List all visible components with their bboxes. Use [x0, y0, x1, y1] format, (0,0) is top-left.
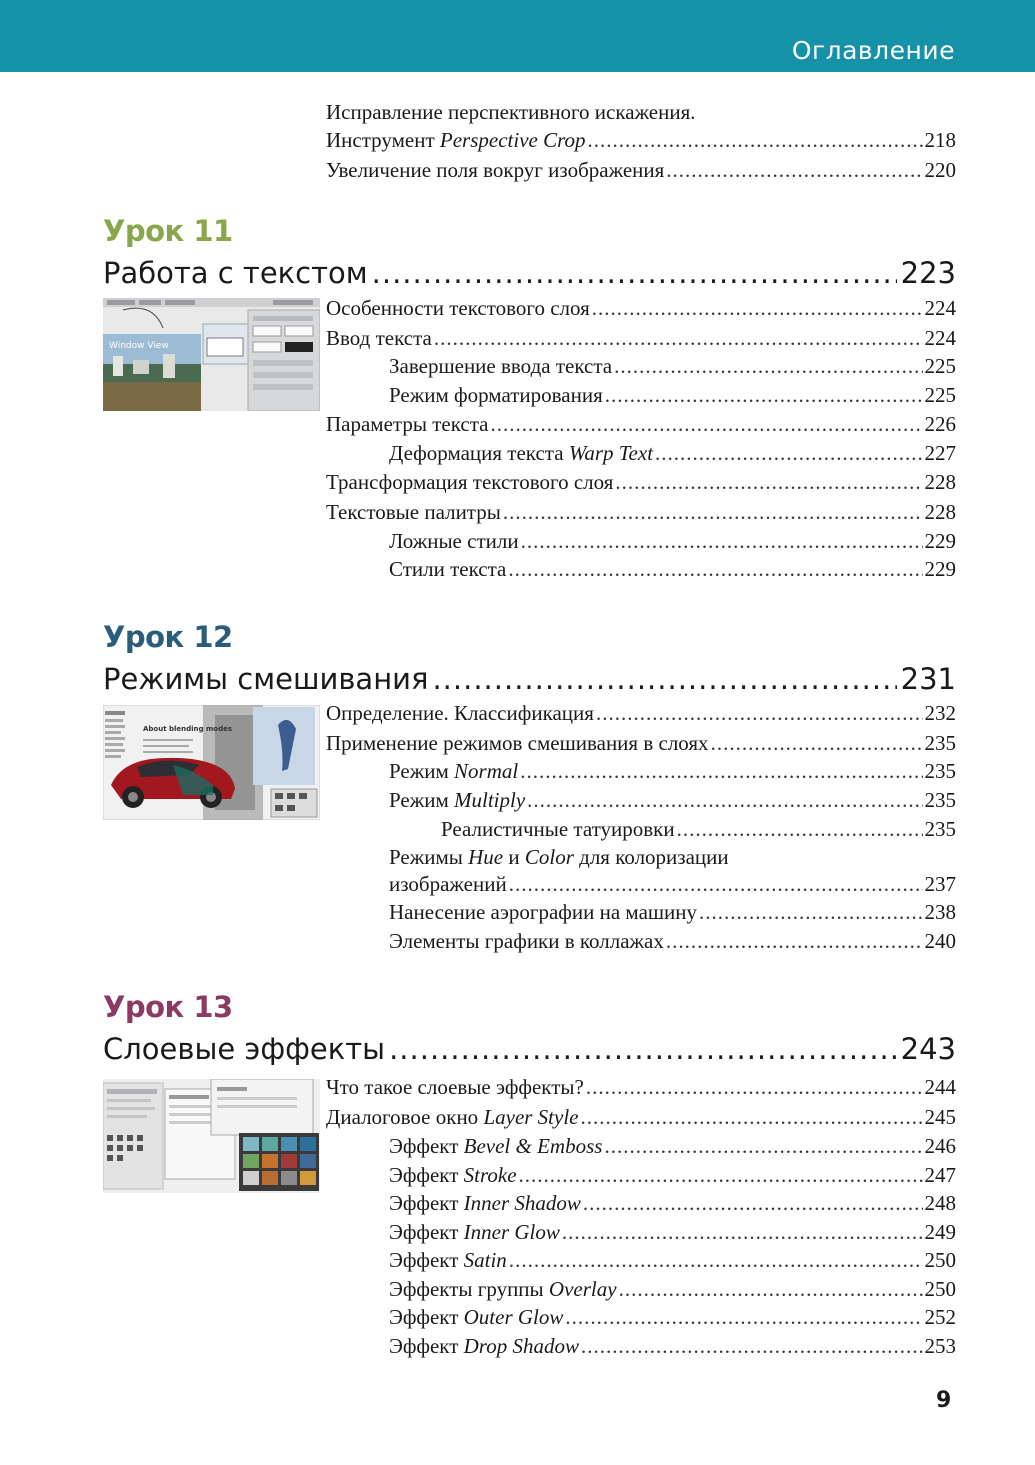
toc-entry-text: Эффект — [389, 1305, 464, 1329]
toc-entry-term: Drop Shadow — [463, 1334, 579, 1358]
toc-entry[interactable] — [389, 1248, 956, 1276]
leader-dots — [614, 354, 922, 379]
toc-entry-text: Эффект — [389, 1248, 464, 1272]
toc-entry-page: 235 — [924, 788, 956, 812]
toc-entry-text: Текстовые палитры — [326, 500, 501, 524]
toc-entry-page: 218 — [924, 128, 956, 152]
toc-entry-text: Элементы графики в коллажах — [389, 929, 664, 953]
toc-entry[interactable] — [389, 1277, 956, 1305]
toc-entry[interactable] — [326, 500, 956, 528]
header-title: Оглавление — [791, 36, 955, 65]
leader-dots — [389, 1032, 897, 1066]
toc-entry[interactable] — [389, 900, 956, 928]
chapter-heading[interactable] — [103, 662, 956, 698]
thumb-caption: Window View — [109, 341, 169, 351]
leader-dots — [490, 412, 922, 437]
toc-entry-term: Inner Shadow — [463, 1191, 581, 1215]
toc-entry-term: Inner Glow — [463, 1220, 560, 1244]
toc-entry-text: Завершение ввода текста — [389, 354, 613, 378]
toc-entry[interactable] — [326, 128, 956, 156]
toc-entry[interactable] — [326, 701, 956, 729]
leader-dots — [372, 256, 897, 290]
toc-entry-page: 229 — [924, 557, 956, 581]
toc-entry[interactable] — [389, 1134, 956, 1162]
toc-entry[interactable] — [441, 817, 956, 845]
toc-entry[interactable] — [326, 100, 956, 128]
toc-entry-text: Диалоговое окно — [326, 1105, 484, 1129]
toc-entry[interactable] — [326, 296, 956, 324]
toc-entry-text: Деформация текста — [389, 441, 569, 465]
toc-entry-page: 225 — [924, 383, 956, 407]
toc-entry-text: Увеличение поля вокруг изображения — [326, 158, 665, 182]
toc-entry-page: 245 — [924, 1105, 956, 1129]
leader-dots — [565, 1305, 922, 1330]
toc-entry-text: Особенности текстового слоя — [326, 296, 590, 320]
toc-entry[interactable] — [389, 1191, 956, 1219]
toc-entry-text: Режим форматирования — [389, 383, 603, 407]
toc-entry-text: Эффект — [389, 1134, 464, 1158]
leader-dots — [434, 326, 923, 351]
leader-dots — [581, 1334, 923, 1359]
toc-entry-page: 244 — [924, 1075, 956, 1099]
chapter-page: 243 — [900, 1032, 956, 1066]
toc-entry[interactable]: Режимы Hue и Color для колоризации — [389, 845, 729, 869]
toc-entry-text: Что такое слоевые эффекты? — [326, 1075, 584, 1099]
toc-entry-text: Реалистичные татуировки — [441, 817, 675, 841]
toc-entry[interactable] — [389, 441, 956, 469]
toc-entry[interactable] — [389, 529, 956, 557]
leader-dots — [699, 900, 922, 925]
toc-entry-term: Hue — [468, 845, 504, 869]
leader-dots — [521, 529, 923, 554]
thumb-caption: About blending modes — [143, 725, 233, 733]
lesson-label: Урок 13 — [103, 990, 233, 1024]
leader-dots — [527, 788, 922, 813]
toc-entry-text: Инструмент — [326, 128, 440, 152]
toc-entry-page: 228 — [924, 470, 956, 494]
toc-entry-term: Normal — [454, 759, 519, 783]
text-tool-screenshot-icon — [103, 298, 320, 411]
toc-entry[interactable] — [326, 731, 956, 759]
toc-entry[interactable] — [326, 1075, 956, 1103]
toc-entry[interactable] — [326, 326, 956, 354]
toc-entry-page: 247 — [924, 1163, 956, 1187]
toc-entry[interactable] — [389, 557, 956, 585]
toc-entry-term: Overlay — [548, 1277, 617, 1301]
toc-entry-page: 224 — [924, 296, 956, 320]
toc-entry-page: 232 — [924, 701, 956, 725]
leader-dots — [520, 759, 922, 784]
chapter-heading[interactable] — [103, 256, 956, 292]
toc-entry-term: Perspective Crop — [439, 128, 586, 152]
toc-entry-text: изображений — [389, 872, 507, 896]
toc-entry-page: 252 — [924, 1305, 956, 1329]
leader-dots — [581, 1105, 923, 1130]
blend-modes-screenshot-icon — [103, 705, 320, 820]
toc-entry-page: 235 — [924, 759, 956, 783]
toc-entry[interactable] — [326, 1105, 956, 1133]
toc-entry[interactable] — [326, 412, 956, 440]
lesson-label: Урок 11 — [103, 214, 233, 248]
leader-dots — [615, 470, 922, 495]
toc-entry-page: 253 — [924, 1334, 956, 1358]
toc-entry-term: Multiply — [454, 788, 526, 812]
toc-entry-term: Color — [524, 845, 574, 869]
toc-entry-text: Эффект — [389, 1220, 464, 1244]
leader-dots — [596, 701, 923, 726]
toc-entry[interactable] — [389, 1334, 956, 1362]
leader-dots — [711, 731, 923, 756]
toc-entry-term: Satin — [463, 1248, 507, 1272]
toc-entry-page: 250 — [924, 1277, 956, 1301]
toc-entry-page: 229 — [924, 529, 956, 553]
toc-entry-page: 228 — [924, 500, 956, 524]
leader-dots — [583, 1191, 923, 1216]
leader-dots — [605, 383, 923, 408]
toc-entry[interactable] — [389, 759, 956, 787]
toc-entry[interactable] — [389, 872, 956, 900]
leader-dots — [677, 817, 923, 842]
toc-entry-text: Определение. Классификация — [326, 701, 594, 725]
toc-entry-text: Ложные стили — [389, 529, 519, 553]
leader-dots — [655, 441, 922, 466]
toc-entry-text: Применение режимов смешивания в слоях — [326, 731, 709, 755]
leader-dots — [519, 1163, 923, 1188]
leader-dots — [604, 1134, 922, 1159]
leader-dots — [588, 128, 923, 153]
chapter-page: 231 — [900, 662, 956, 696]
leader-dots — [509, 1248, 923, 1273]
header-bar — [0, 0, 1035, 72]
toc-entry[interactable] — [389, 1220, 956, 1248]
toc-entry-page: 220 — [924, 158, 956, 182]
leader-dots — [666, 158, 922, 183]
toc-entry-text: Стили текста — [389, 557, 507, 581]
toc-entry-text: Режим — [389, 759, 455, 783]
toc-entry-page: 235 — [924, 817, 956, 841]
toc-entry-text: Параметры текста — [326, 412, 489, 436]
toc-entry-page: 248 — [924, 1191, 956, 1215]
toc-entry-page: 225 — [924, 354, 956, 378]
leader-dots — [592, 296, 923, 321]
chapter-title: Работа с текстом — [103, 256, 368, 290]
toc-entry-page: 249 — [924, 1220, 956, 1244]
toc-entry-text: Эффект — [389, 1334, 464, 1358]
toc-entry-text: Трансформация текстового слоя — [326, 470, 614, 494]
toc-entry-page: 237 — [924, 872, 956, 896]
toc-entry-text: Нанесение аэрографии на машину — [389, 900, 698, 924]
toc-entry-page: 240 — [924, 929, 956, 953]
leader-dots — [586, 1075, 923, 1100]
toc-entry-text: Режимы — [389, 845, 469, 869]
toc-entry-term: Outer Glow — [463, 1305, 564, 1329]
chapter-title: Слоевые эффекты — [103, 1032, 386, 1066]
leader-dots — [432, 662, 896, 696]
leader-dots — [666, 929, 923, 954]
toc-entry-text: Исправление перспективного искажения. — [326, 100, 696, 124]
toc-entry-text: Эффект — [389, 1163, 464, 1187]
chapter-title: Режимы смешивания — [103, 662, 429, 696]
toc-entry-page: 227 — [924, 441, 956, 465]
toc-entry[interactable] — [389, 354, 956, 382]
toc-entry-text: Ввод текста — [326, 326, 432, 350]
toc-entry-term: Stroke — [463, 1163, 517, 1187]
toc-entry[interactable] — [389, 1163, 956, 1191]
lesson-label: Урок 12 — [103, 620, 233, 654]
toc-entry-page: 224 — [924, 326, 956, 350]
toc-entry[interactable] — [389, 788, 956, 816]
toc-entry[interactable] — [326, 470, 956, 498]
toc-entry-text: Эффект — [389, 1191, 464, 1215]
toc-entry-term: Layer Style — [483, 1105, 579, 1129]
toc-entry[interactable] — [389, 383, 956, 411]
toc-entry-page: 235 — [924, 731, 956, 755]
leader-dots — [562, 1220, 923, 1245]
leader-dots — [508, 557, 922, 582]
leader-dots — [509, 872, 923, 897]
toc-entry-page: 250 — [924, 1248, 956, 1272]
layer-styles-screenshot-icon — [103, 1079, 320, 1193]
leader-dots — [619, 1277, 923, 1302]
toc-entry[interactable] — [389, 1305, 956, 1333]
leader-dots — [503, 500, 923, 525]
toc-entry-term: Warp Text — [568, 441, 654, 465]
toc-entry[interactable] — [326, 158, 956, 186]
toc-entry-page: 246 — [924, 1134, 956, 1158]
toc-entry-text: Режим — [389, 788, 455, 812]
page-number: 9 — [936, 1388, 952, 1413]
toc-entry[interactable] — [389, 929, 956, 957]
chapter-page: 223 — [900, 256, 956, 290]
toc-entry-page: 226 — [924, 412, 956, 436]
toc-entry-term: Bevel & Emboss — [463, 1134, 603, 1158]
chapter-heading[interactable] — [103, 1032, 956, 1068]
toc-entry-page: 238 — [924, 900, 956, 924]
toc-entry-text: Эффекты группы — [389, 1277, 549, 1301]
